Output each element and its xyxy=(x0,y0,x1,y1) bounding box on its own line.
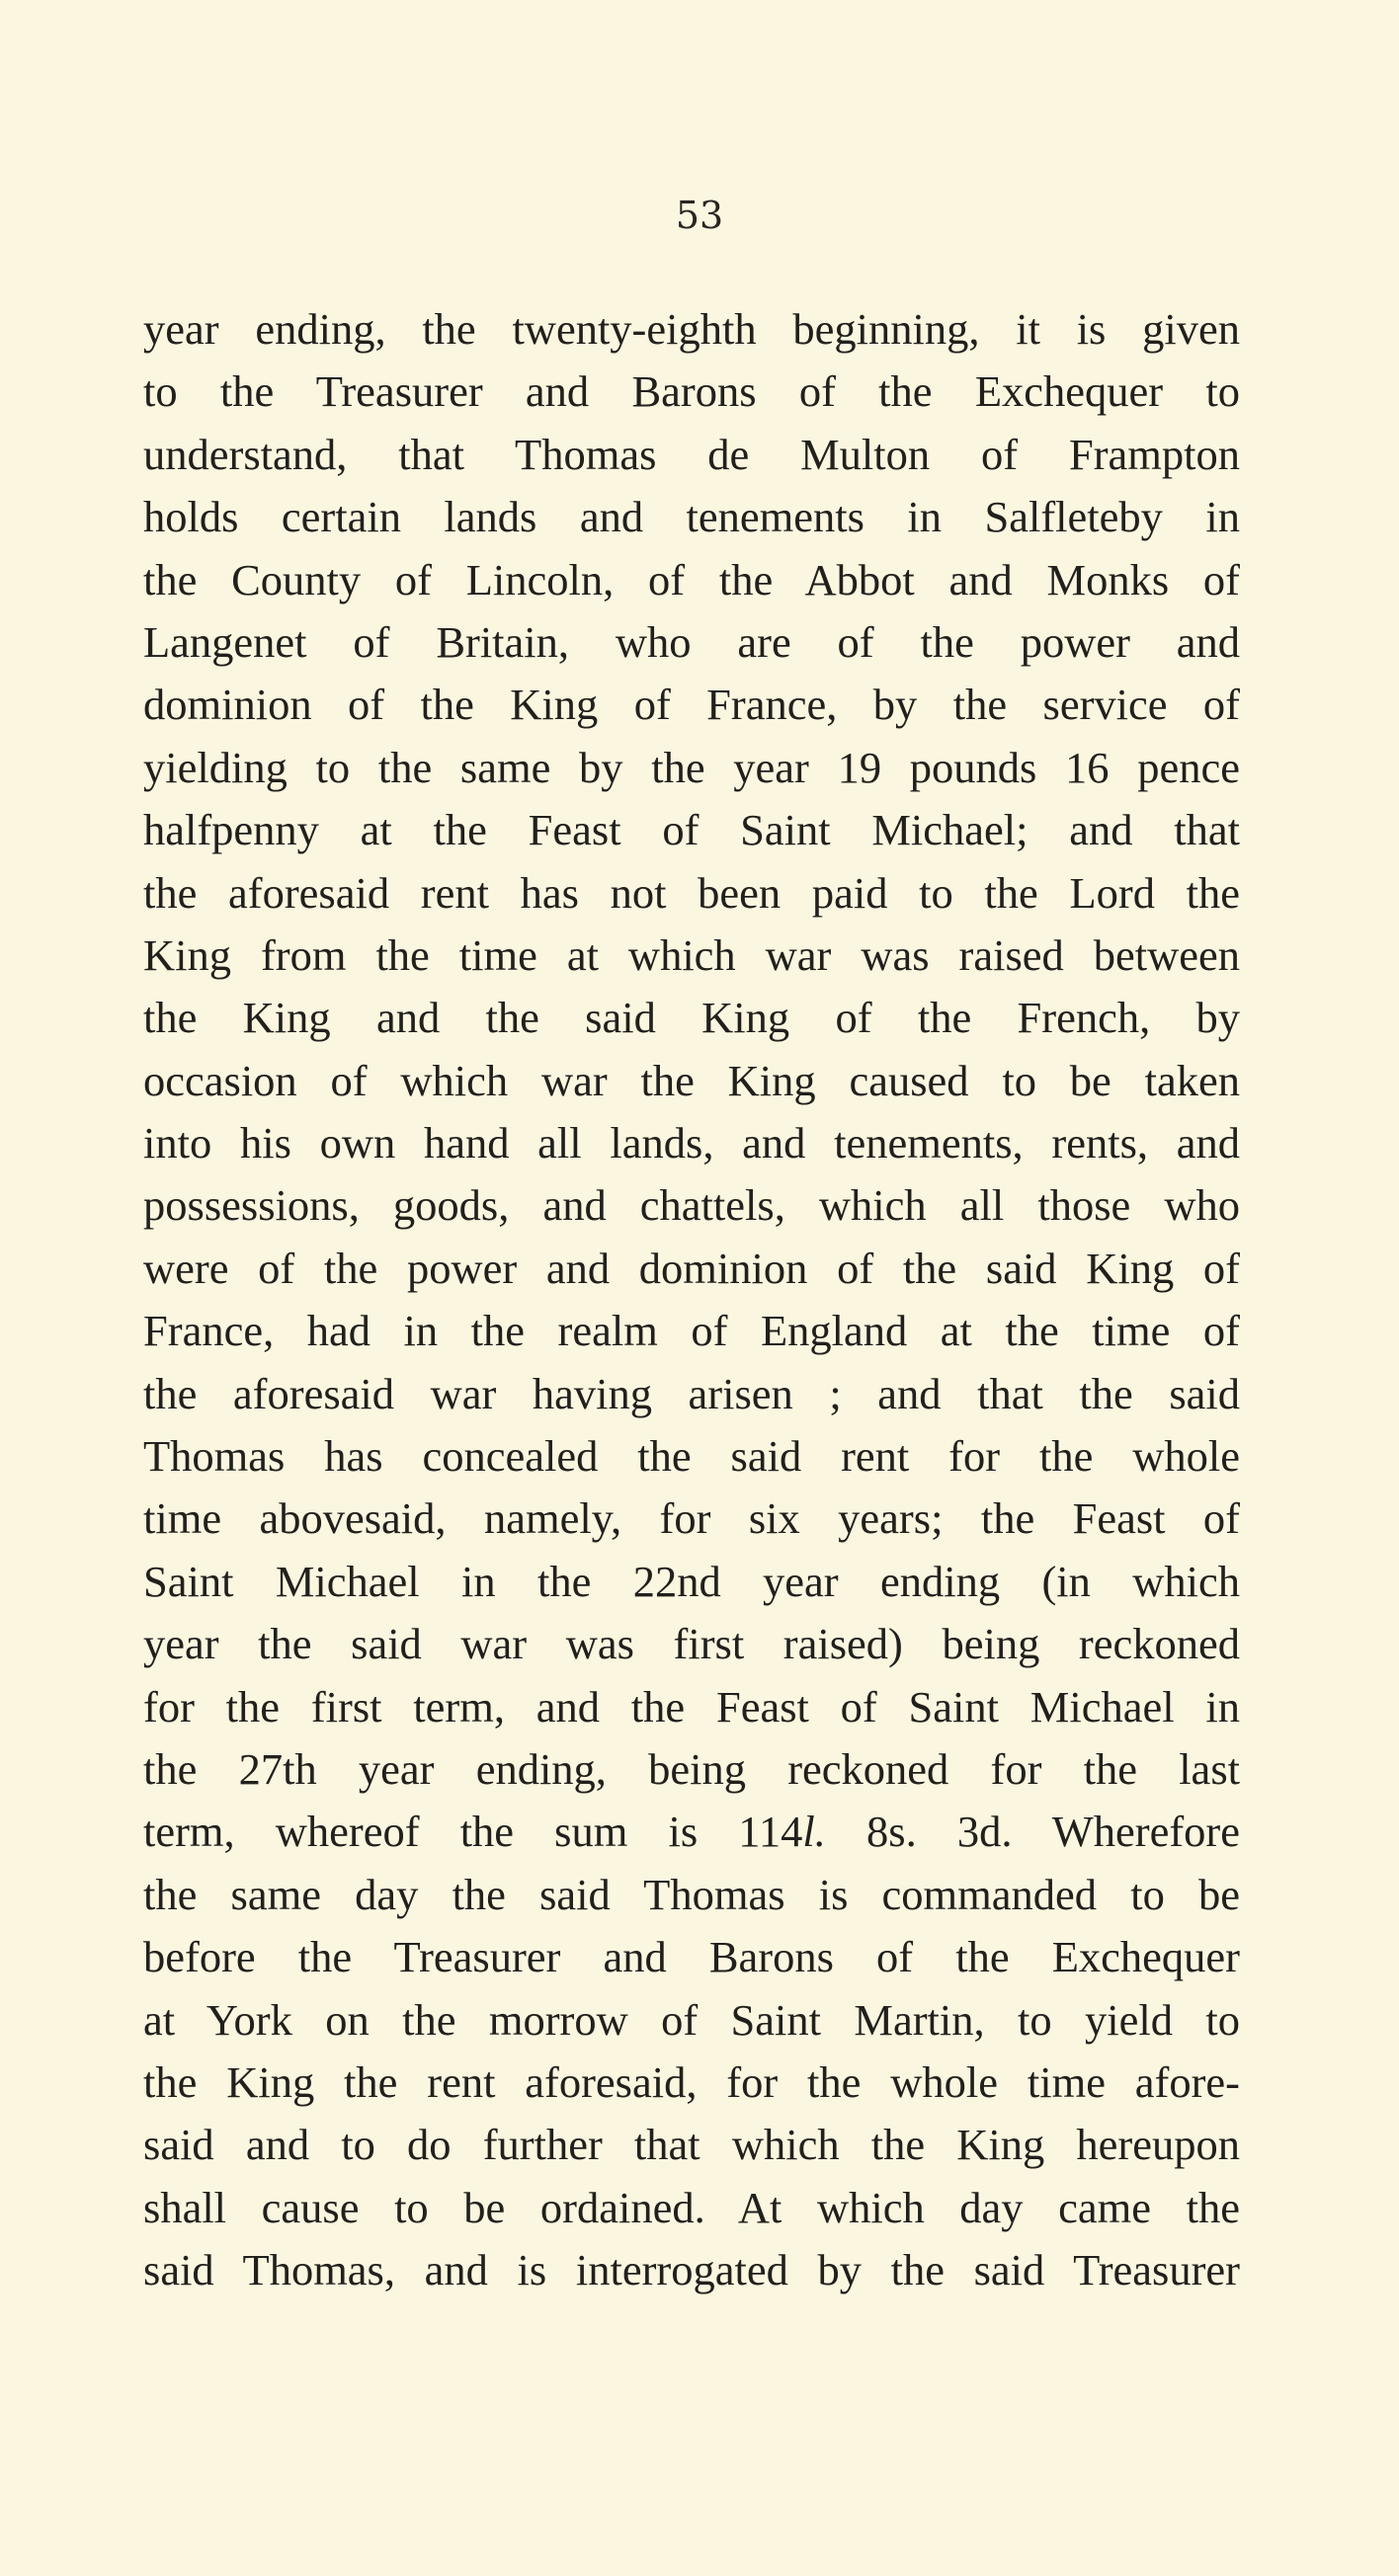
text-segment: term, whereof the sum is 114 xyxy=(143,1807,803,1857)
text-line: the County of Lincoln, of the Abbot and Monks of xyxy=(143,554,1240,604)
text-line: for the first term, and the Feast of Saint Michael in xyxy=(143,1681,1240,1731)
text-line: France, had in the realm of England at the time of xyxy=(143,1306,1240,1356)
text-line: time abovesaid, namely, for six years; the Feast of xyxy=(143,1493,1240,1544)
text-line: said and to do further that which the King hereupon xyxy=(143,2120,1240,2170)
text-line: Saint Michael in the 22nd year ending (in which xyxy=(143,1556,1240,1606)
text-line: year the said war was first raised) being reckoned xyxy=(143,1619,1240,1669)
text-line: before the Treasurer and Barons of the Exchequer xyxy=(143,1932,1240,1982)
text-line: the same day the said Thomas is commanded to be xyxy=(143,1869,1240,1919)
text-segment: 8s. 3d. Wherefore xyxy=(825,1807,1240,1857)
text-line: the aforesaid rent has not been paid to the Lord the xyxy=(143,867,1240,918)
text-line: occasion of which war the King caused to be taken xyxy=(143,1055,1240,1105)
text-line: possessions, goods, and chattels, which all those who xyxy=(143,1180,1240,1231)
text-line: to the Treasurer and Barons of the Exchequer to xyxy=(143,366,1240,417)
text-line: were of the power and dominion of the said King of xyxy=(143,1243,1240,1293)
text-line-with-italic xyxy=(143,1801,1240,1863)
text-line: the King the rent aforesaid, for the whole time afore- xyxy=(143,2056,1240,2107)
text-line: at York on the morrow of Saint Martin, to yield to xyxy=(143,1994,1240,2045)
text-line: shall cause to be ordained. At which day came the xyxy=(143,2182,1240,2232)
text-line: the 27th year ending, being reckoned for the last xyxy=(143,1743,1240,1794)
text-line: the King and the said King of the French, by xyxy=(143,993,1240,1043)
text-line: year ending, the twenty-eighth beginning, it is given xyxy=(143,304,1240,354)
text-line: King from the time at which war was raised between xyxy=(143,929,1240,980)
text-line: halfpenny at the Feast of Saint Michael; and that xyxy=(143,805,1240,855)
page-number: 53 xyxy=(675,194,724,237)
text-line: said Thomas, and is interrogated by the said Treasurer xyxy=(143,2245,1240,2295)
text-line: yielding to the same by the year 19 pounds 16 pence xyxy=(143,742,1240,792)
text-line: Langenet of Britain, who are of the power and xyxy=(143,616,1240,667)
text-line: into his own hand all lands, and tenements, rents, and xyxy=(143,1118,1240,1168)
body-text xyxy=(143,298,1240,2302)
text-line: dominion of the King of France, by the service of xyxy=(143,680,1240,730)
italic-pound-symbol: l. xyxy=(802,1807,826,1857)
text-line: the aforesaid war having arisen ; and that the said xyxy=(143,1368,1240,1418)
text-line: understand, that Thomas de Multon of Frampton xyxy=(143,429,1240,479)
text-line: Thomas has concealed the said rent for the whole xyxy=(143,1431,1240,1482)
text-line: holds certain lands and tenements in Salfleteby in xyxy=(143,492,1240,542)
